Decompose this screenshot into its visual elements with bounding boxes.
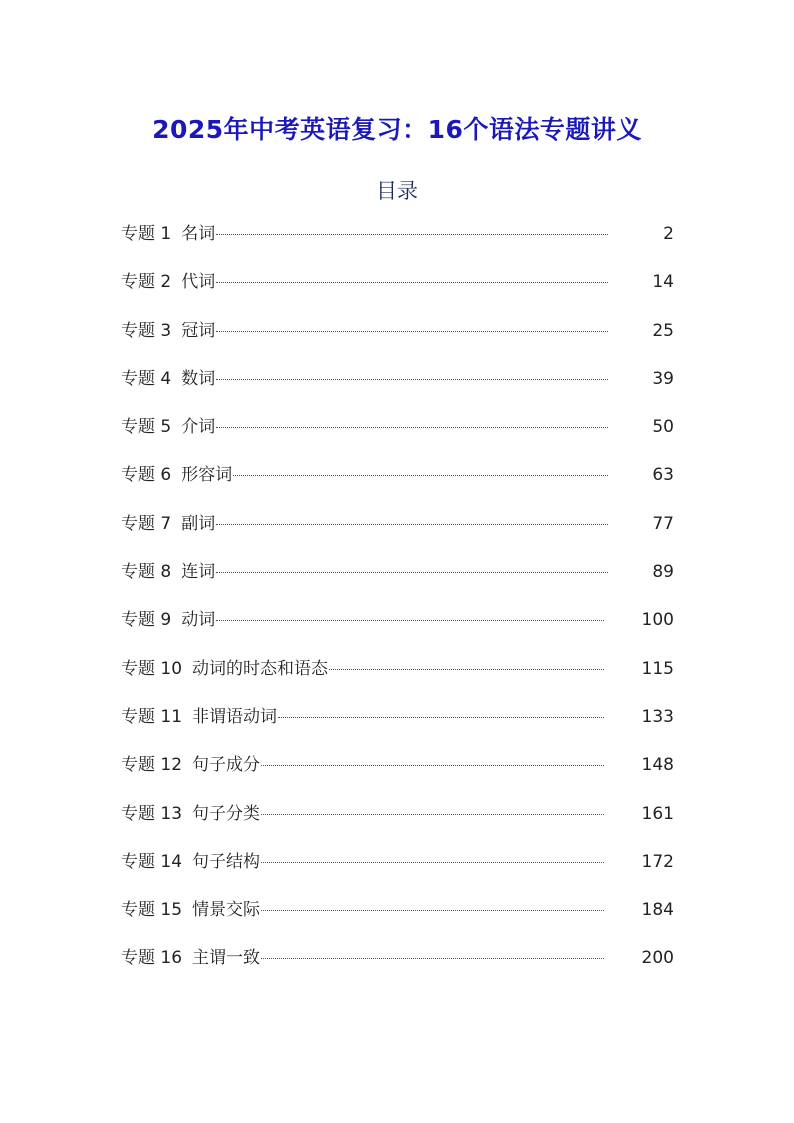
toc-page-number: 133 [641, 706, 674, 727]
toc-page-number: 184 [641, 900, 674, 921]
toc-entry-label [121, 886, 260, 934]
toc-item [121, 934, 674, 982]
toc-entry-link[interactable] [121, 307, 674, 355]
toc-entry-label [121, 596, 215, 644]
toc-page-number: 148 [641, 755, 674, 776]
toc-entry-number: 专题 16 [121, 948, 183, 969]
toc-entry-label [121, 934, 260, 982]
toc-item [121, 838, 674, 886]
dot-leader [261, 814, 604, 815]
dot-leader [216, 620, 604, 621]
toc-entry-label [121, 355, 215, 403]
toc-entry-name: 代词 [181, 272, 216, 293]
toc-entry-number: 专题 2 [121, 272, 172, 293]
toc-entry-label [121, 403, 215, 451]
toc-item [121, 307, 674, 355]
dot-leader [261, 958, 604, 959]
toc-entry-name: 动词 [181, 610, 216, 631]
toc-item [121, 790, 674, 838]
toc-entry-label [121, 741, 260, 789]
toc-page-number: 50 [652, 417, 674, 438]
toc-entry-name: 非谓语动词 [192, 706, 278, 727]
dot-leader [233, 475, 608, 476]
toc-item [121, 645, 674, 693]
toc-entry-name: 情景交际 [192, 900, 261, 921]
toc-entry-link[interactable] [121, 210, 674, 258]
toc-entry-link[interactable] [121, 403, 674, 451]
toc-entry-name: 句子成分 [192, 755, 261, 776]
toc-entry-link[interactable] [121, 645, 674, 693]
toc-page-number: 172 [641, 851, 674, 872]
toc-entry-number: 专题 3 [121, 320, 172, 341]
dot-leader [261, 910, 604, 911]
dot-leader [216, 572, 608, 573]
toc-entry-link[interactable] [121, 355, 674, 403]
toc-entry-name: 主谓一致 [192, 948, 261, 969]
toc-entry-number: 专题 11 [121, 706, 183, 727]
toc-item [121, 741, 674, 789]
toc-entry-label [121, 548, 215, 596]
toc-entry-label [121, 307, 215, 355]
toc-entry-number: 专题 7 [121, 513, 172, 534]
toc-entry-link[interactable] [121, 741, 674, 789]
toc-entry-link[interactable] [121, 548, 674, 596]
toc-entry-label [121, 451, 232, 499]
toc-item [121, 451, 674, 499]
dot-leader [329, 669, 604, 670]
toc-item [121, 500, 674, 548]
toc-entry-name: 副词 [181, 513, 216, 534]
toc-entry-number: 专题 13 [121, 803, 183, 824]
toc-page-number: 77 [652, 513, 674, 534]
toc-item [121, 403, 674, 451]
toc-page-number: 39 [652, 368, 674, 389]
toc-item [121, 548, 674, 596]
dot-leader [216, 331, 608, 332]
toc-page-number: 100 [641, 610, 674, 631]
dot-leader [278, 717, 604, 718]
toc-entry-name: 冠词 [181, 320, 216, 341]
toc-entry-link[interactable] [121, 451, 674, 499]
toc-entry-link[interactable] [121, 500, 674, 548]
toc-page-number: 200 [641, 948, 674, 969]
toc-page-number: 14 [652, 272, 674, 293]
toc-entry-number: 专题 10 [121, 658, 183, 679]
toc-item [121, 596, 674, 644]
toc-item [121, 886, 674, 934]
toc-entry-link[interactable] [121, 934, 674, 982]
toc-entry-label [121, 210, 215, 258]
dot-leader [216, 234, 608, 235]
toc-entry-link[interactable] [121, 258, 674, 306]
toc-entry-name: 形容词 [181, 465, 233, 486]
toc-page-number: 25 [652, 320, 674, 341]
toc-entry-name: 动词的时态和语态 [192, 658, 329, 679]
toc-entry-label [121, 645, 328, 693]
toc-entry-number: 专题 14 [121, 851, 183, 872]
toc-entry-name: 名词 [181, 224, 216, 244]
toc-entry-link[interactable] [121, 838, 674, 886]
toc-page-number: 63 [652, 465, 674, 486]
dot-leader [216, 524, 608, 525]
toc-entry-name: 连词 [181, 562, 216, 583]
dot-leader [216, 427, 608, 428]
toc-item [121, 258, 674, 306]
toc-page-number: 161 [641, 803, 674, 824]
toc-entry-number: 专题 8 [121, 562, 172, 583]
toc-entry-label [121, 790, 260, 838]
toc-entry-link[interactable] [121, 596, 674, 644]
toc-entry-label [121, 500, 215, 548]
dot-leader [216, 379, 608, 380]
dot-leader [216, 282, 608, 283]
toc-entry-name: 句子分类 [192, 803, 261, 824]
toc-page-number: 89 [652, 562, 674, 583]
toc-entry-name: 句子结构 [192, 851, 261, 872]
toc-item [121, 355, 674, 403]
toc-entry-name: 数词 [181, 368, 216, 389]
toc-page-number: 115 [641, 658, 674, 679]
toc-entry-label [121, 258, 215, 306]
toc-entry-link[interactable] [121, 886, 674, 934]
toc-entry-label [121, 838, 260, 886]
toc-entry-number: 专题 9 [121, 610, 172, 631]
toc-entry-number: 专题 6 [121, 465, 172, 486]
toc-heading: 目录 [376, 179, 418, 203]
toc-entry-number: 专题 12 [121, 755, 183, 776]
document-title: 2025年中考英语复习：16个语法专题讲义 [152, 115, 642, 144]
toc-item [121, 210, 674, 258]
toc-entry-number: 专题 4 [121, 368, 172, 389]
dot-leader [261, 862, 604, 863]
toc-entry-label [121, 693, 277, 741]
toc-entry-name: 介词 [181, 417, 216, 438]
dot-leader [261, 765, 604, 766]
toc-page-number: 2 [663, 224, 674, 244]
toc-entry-number: 专题 15 [121, 900, 183, 921]
toc-entry-link[interactable] [121, 790, 674, 838]
toc-entry-number: 专题 5 [121, 417, 172, 438]
toc-item [121, 693, 674, 741]
table-of-contents [121, 210, 674, 983]
toc-entry-link[interactable] [121, 693, 674, 741]
toc-entry-number: 专题 1 [121, 224, 172, 244]
